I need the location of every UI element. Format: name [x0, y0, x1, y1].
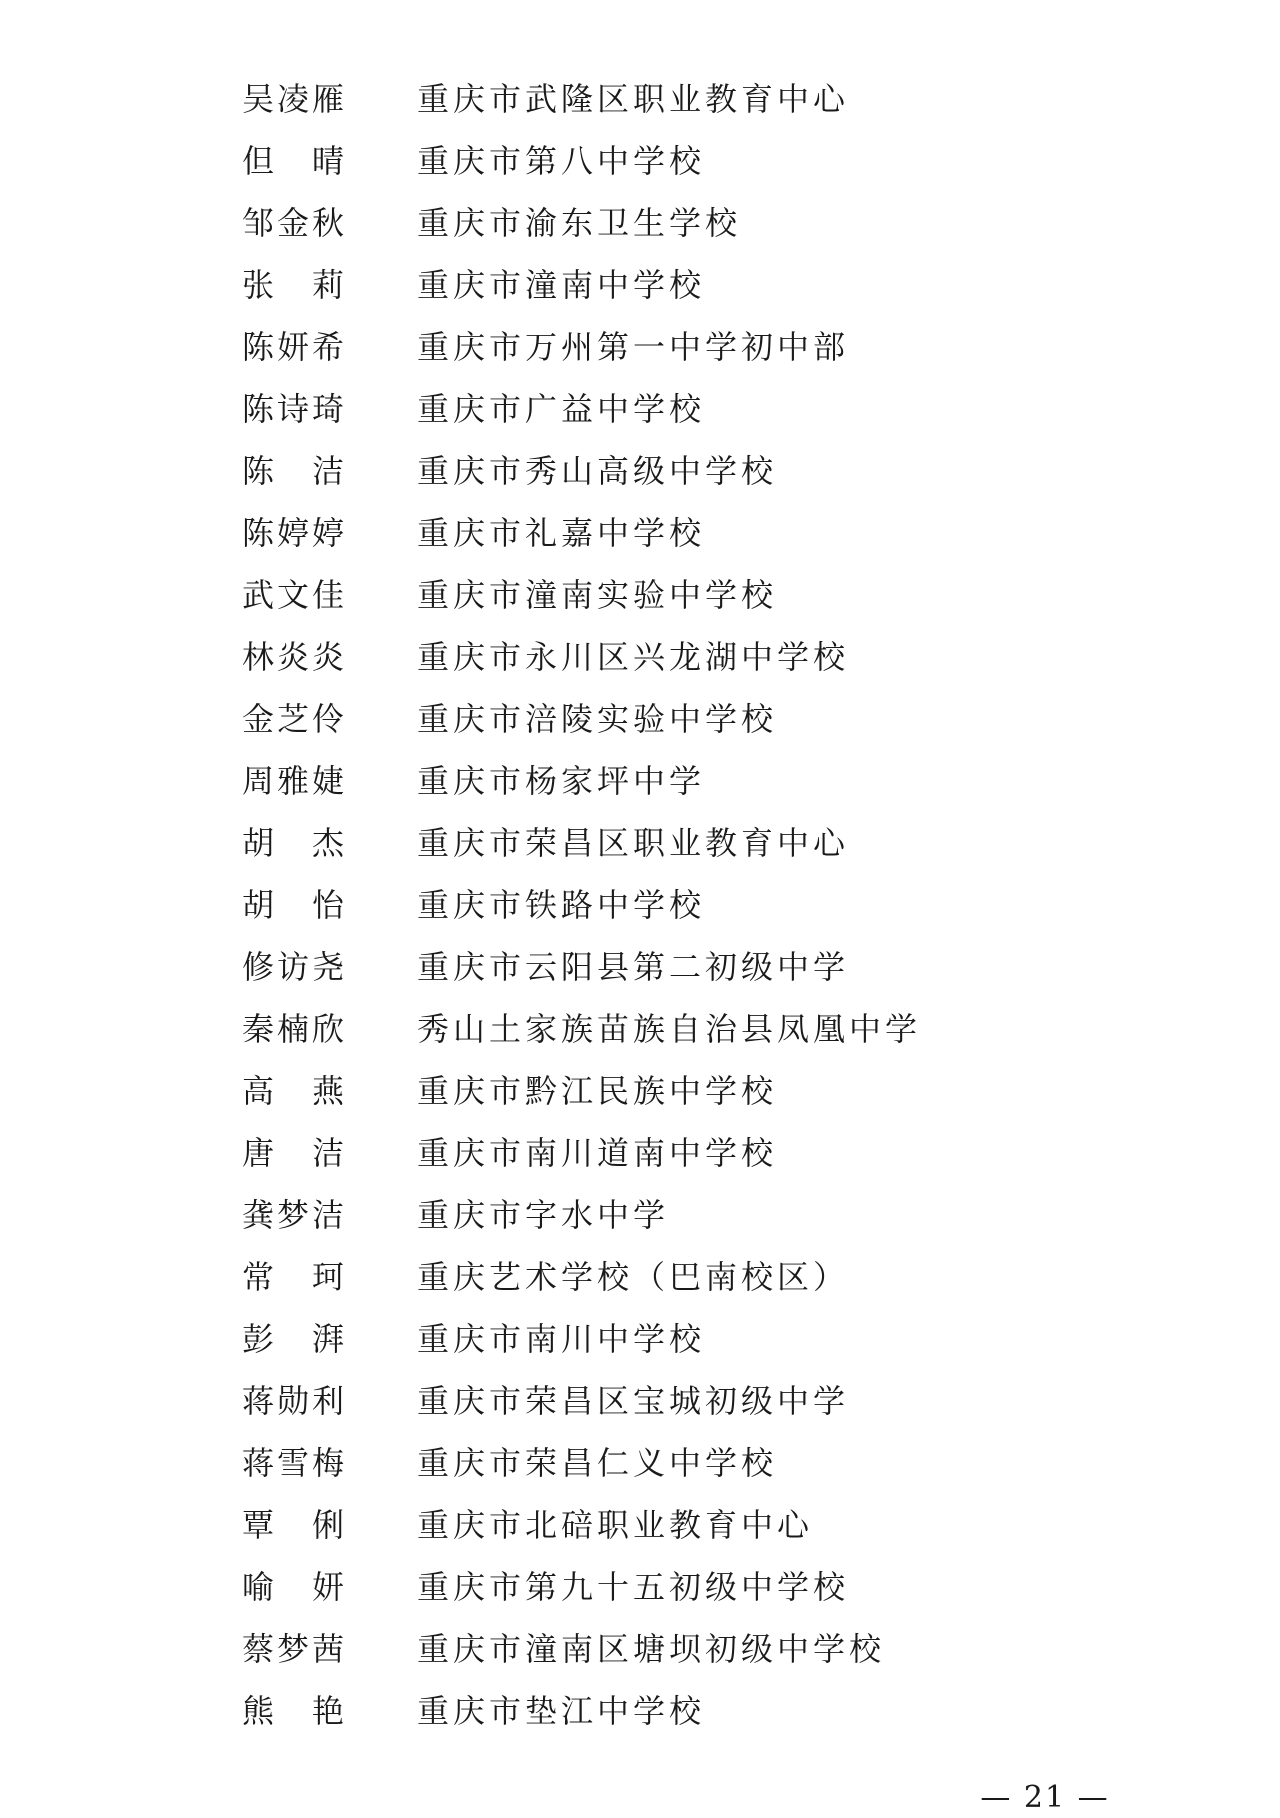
organization-name: 重庆市垫江中学校 [417, 1692, 706, 1730]
person-name: 陈 洁 [242, 452, 348, 490]
person-name: 修访尧 [242, 948, 348, 986]
list-item [242, 750, 1142, 812]
list-item [242, 1556, 1142, 1618]
list-item [242, 440, 1142, 502]
organization-name: 重庆市武隆区职业教育中心 [417, 80, 850, 118]
organization-name: 重庆市云阳县第二初级中学 [417, 948, 850, 986]
organization-name: 秀山土家族苗族自治县凤凰中学 [417, 1010, 922, 1048]
list-item [242, 316, 1142, 378]
list-item [242, 254, 1142, 316]
list-item [242, 688, 1142, 750]
person-name: 陈诗琦 [242, 390, 348, 428]
list-item [242, 378, 1142, 440]
list-item [242, 1370, 1142, 1432]
organization-name: 重庆市秀山高级中学校 [417, 452, 778, 490]
person-name: 蔡梦茜 [242, 1630, 348, 1668]
person-name: 武文佳 [242, 576, 348, 614]
list-item [242, 812, 1142, 874]
person-name: 但 晴 [242, 142, 348, 180]
organization-name: 重庆市铁路中学校 [417, 886, 706, 924]
list-item [242, 1122, 1142, 1184]
list-item [242, 564, 1142, 626]
person-name: 张 莉 [242, 266, 348, 304]
page-number: — 21 — [980, 1780, 1110, 1815]
person-name: 林炎炎 [242, 638, 348, 676]
person-name: 蒋勋利 [242, 1382, 348, 1420]
person-name: 邹金秋 [242, 204, 348, 242]
organization-name: 重庆市荣昌区职业教育中心 [417, 824, 850, 862]
person-name: 周雅婕 [242, 762, 348, 800]
organization-name: 重庆市南川中学校 [417, 1320, 706, 1358]
organization-name: 重庆市渝东卫生学校 [417, 204, 742, 242]
list-item [242, 1308, 1142, 1370]
person-name: 高 燕 [242, 1072, 348, 1110]
person-name: 唐 洁 [242, 1134, 348, 1172]
organization-name: 重庆市潼南中学校 [417, 266, 706, 304]
organization-name: 重庆市字水中学 [417, 1196, 670, 1234]
organization-name: 重庆市黔江民族中学校 [417, 1072, 778, 1110]
list-item [242, 1618, 1142, 1680]
list-item [242, 1184, 1142, 1246]
list-item [242, 1680, 1142, 1742]
organization-name: 重庆市北碚职业教育中心 [417, 1506, 814, 1544]
person-name: 熊 艳 [242, 1692, 348, 1730]
list-item [242, 1246, 1142, 1308]
person-name: 蒋雪梅 [242, 1444, 348, 1482]
person-name: 彭 湃 [242, 1320, 348, 1358]
organization-name: 重庆艺术学校（巴南校区） [417, 1258, 850, 1296]
organization-name: 重庆市杨家坪中学 [417, 762, 706, 800]
person-name: 陈婷婷 [242, 514, 348, 552]
list-item [242, 130, 1142, 192]
organization-name: 重庆市荣昌仁义中学校 [417, 1444, 778, 1482]
person-name: 金芝伶 [242, 700, 348, 738]
person-name: 胡 怡 [242, 886, 348, 924]
person-name: 覃 俐 [242, 1506, 348, 1544]
list-item [242, 502, 1142, 564]
person-name: 吴凌雁 [242, 80, 348, 118]
list-item [242, 1060, 1142, 1122]
organization-name: 重庆市第九十五初级中学校 [417, 1568, 850, 1606]
person-name: 陈妍希 [242, 328, 348, 366]
list-item [242, 936, 1142, 998]
organization-name: 重庆市礼嘉中学校 [417, 514, 706, 552]
list-item [242, 1494, 1142, 1556]
organization-name: 重庆市广益中学校 [417, 390, 706, 428]
list-item [242, 626, 1142, 688]
list-item [242, 68, 1142, 130]
person-name: 秦楠欣 [242, 1010, 348, 1048]
person-name: 常 珂 [242, 1258, 348, 1296]
organization-name: 重庆市潼南区塘坝初级中学校 [417, 1630, 886, 1668]
person-name: 胡 杰 [242, 824, 348, 862]
person-name: 喻 妍 [242, 1568, 348, 1606]
organization-name: 重庆市南川道南中学校 [417, 1134, 778, 1172]
list-item [242, 192, 1142, 254]
list-item [242, 1432, 1142, 1494]
organization-name: 重庆市第八中学校 [417, 142, 706, 180]
organization-name: 重庆市涪陵实验中学校 [417, 700, 778, 738]
organization-name: 重庆市永川区兴龙湖中学校 [417, 638, 850, 676]
list-item [242, 874, 1142, 936]
organization-name: 重庆市万州第一中学初中部 [417, 328, 850, 366]
organization-name: 重庆市荣昌区宝城初级中学 [417, 1382, 850, 1420]
person-name: 龚梦洁 [242, 1196, 348, 1234]
organization-name: 重庆市潼南实验中学校 [417, 576, 778, 614]
list-item [242, 998, 1142, 1060]
name-list [242, 68, 1142, 1742]
